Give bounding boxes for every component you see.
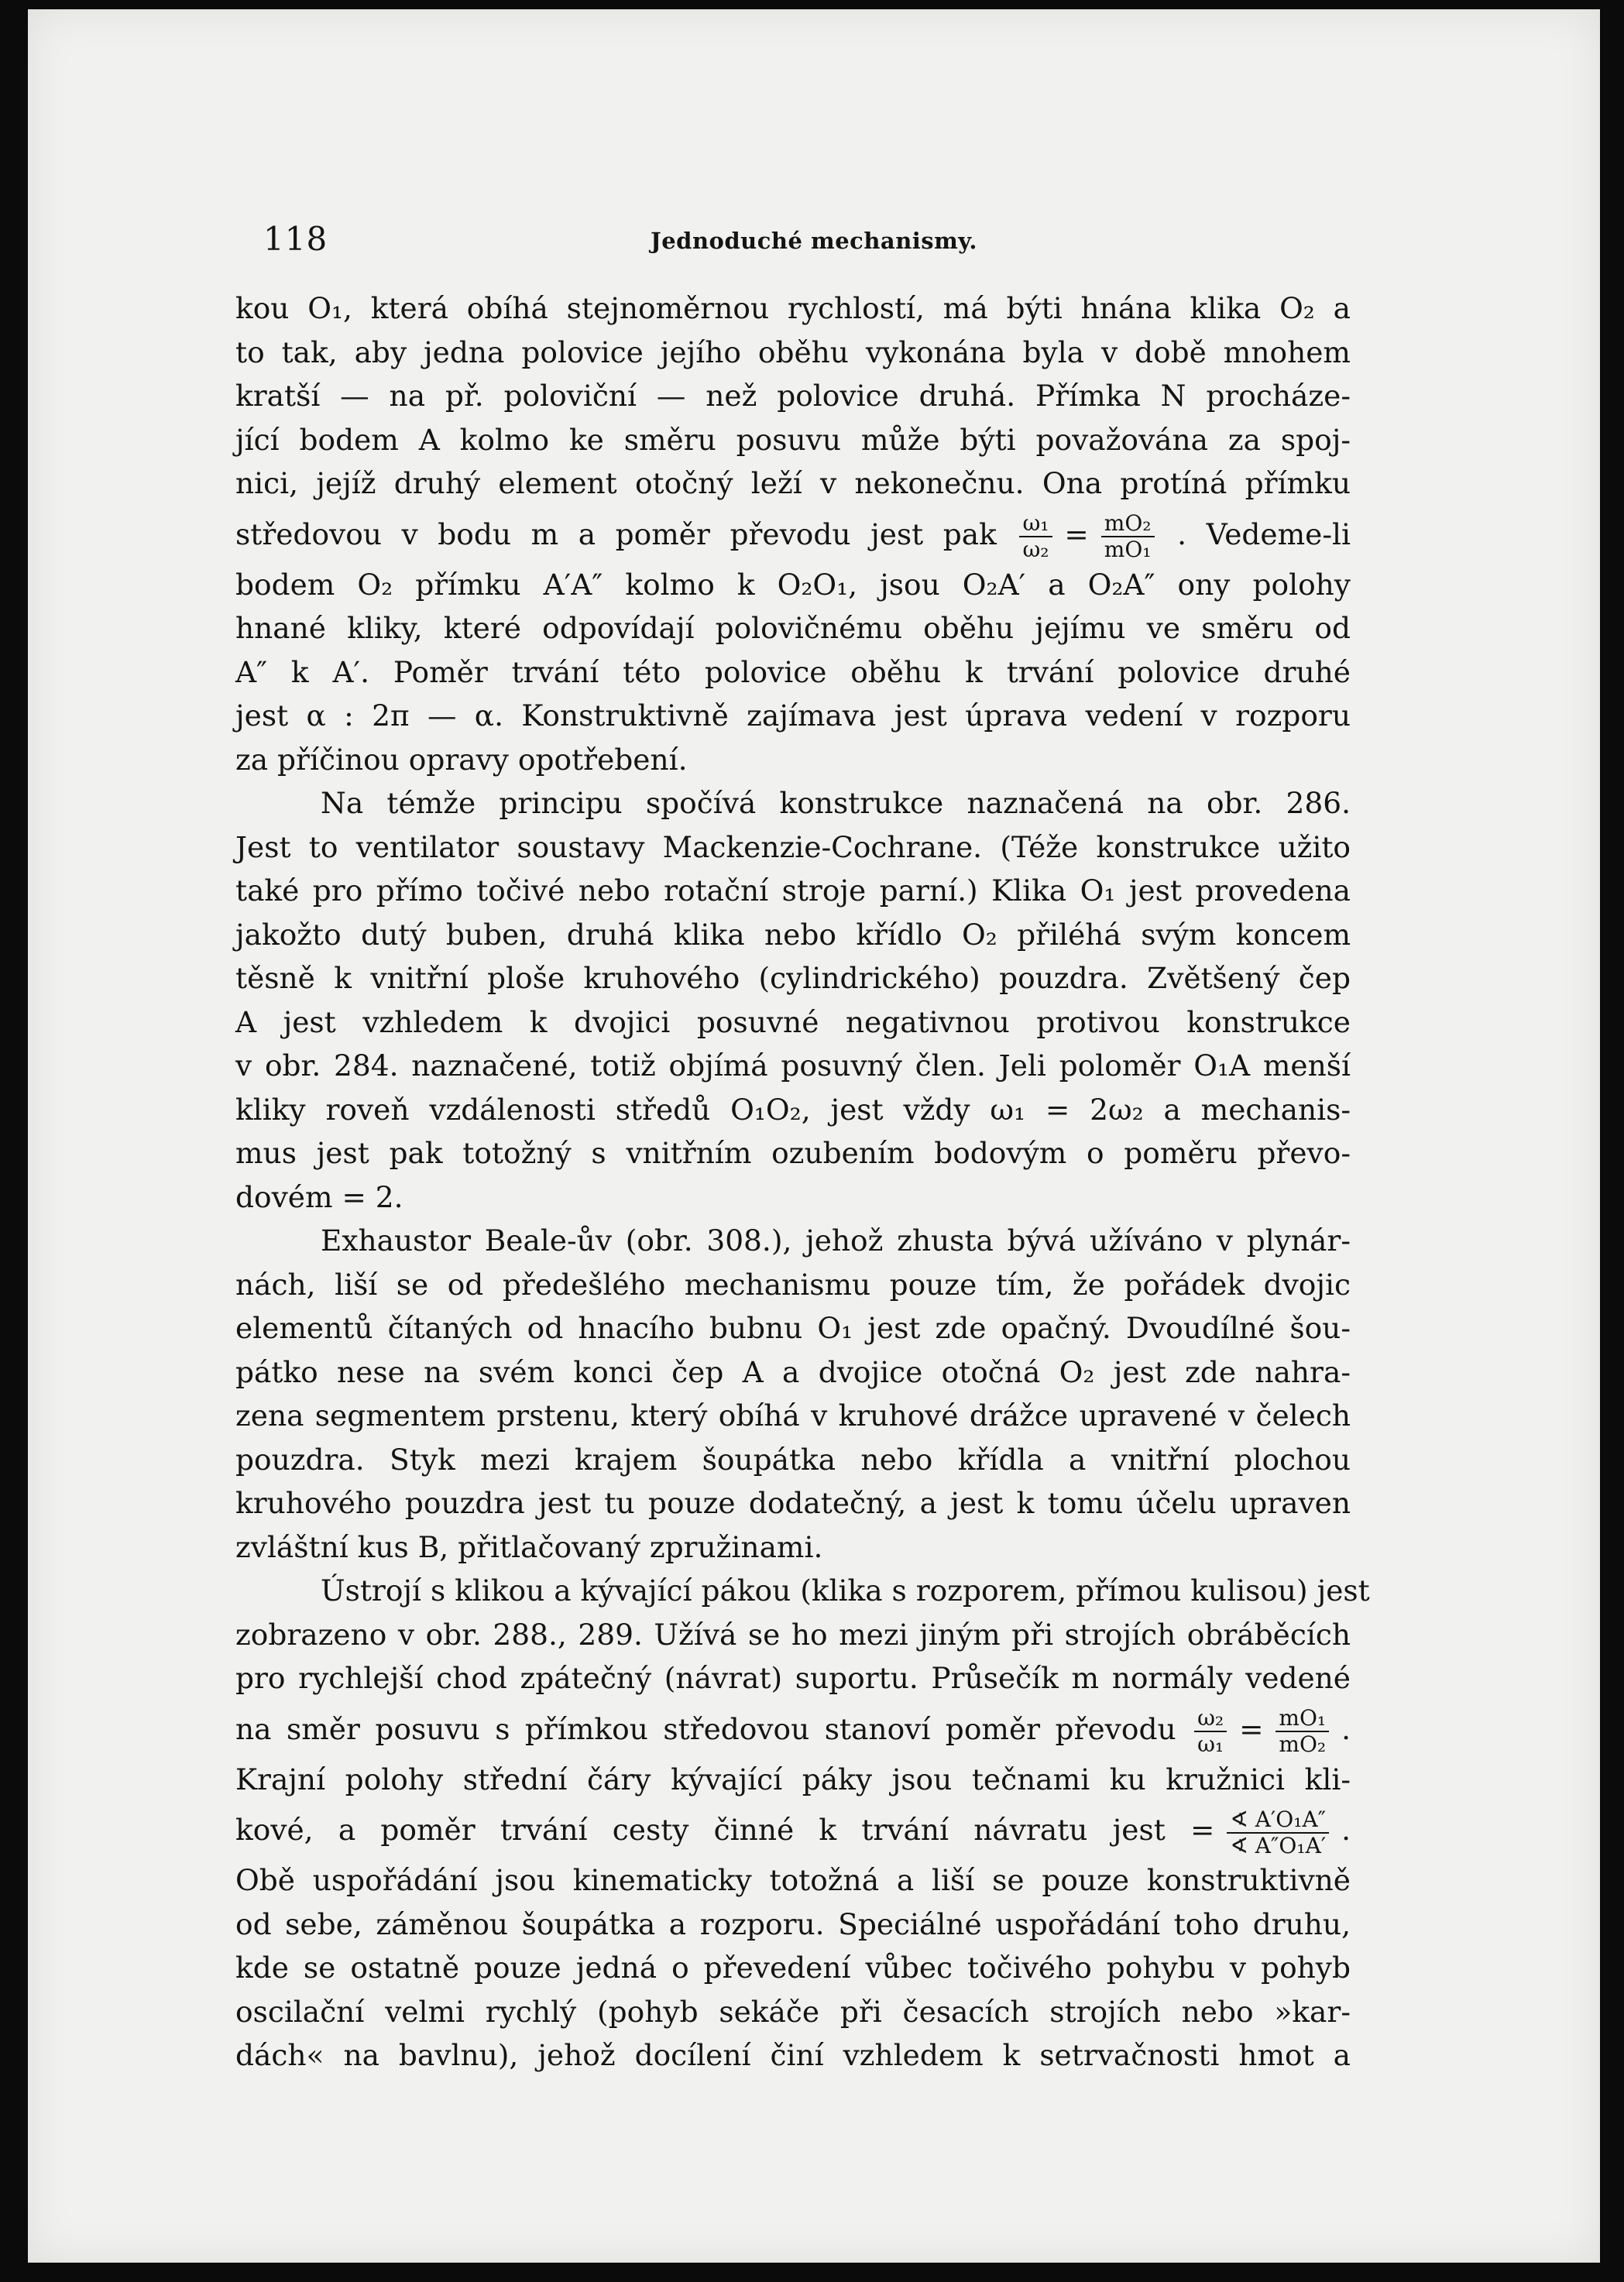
text-line: jest α : 2π — α. Konstruktivně zajímava jest úprava vedení v rozporu [235, 698, 1351, 733]
page-header [263, 220, 1386, 266]
text-line: v obr. 284. naznačené, totiž objímá posuvný člen. Jeli poloměr O₁A menší [235, 1048, 1351, 1083]
text-line: kliky roveň vzdálenosti středů O₁O₂, jest vždy ω₁ = 2ω₂ a mechanis- [235, 1092, 1351, 1127]
text-line: zobrazeno v obr. 288., 289. Užívá se ho mezi jiným při strojích obráběcích [235, 1617, 1351, 1652]
fraction-denominator: mO₂ [1279, 1731, 1327, 1757]
fraction-numerator: ∢ A′O₁A″ [1227, 1807, 1329, 1834]
formula-line-transmission-ratio [235, 506, 1351, 563]
text-line: A jest vzhledem k dvojici posuvné negativnou protivou konstrukce [235, 1004, 1351, 1039]
fraction-denominator: ∢ A″O₁A′ [1230, 1832, 1327, 1858]
formula-lead-text: středovou v bodu m a poměr převodu jest pak [235, 516, 997, 551]
fraction-denominator: ω₁ [1197, 1731, 1224, 1757]
text-line: kde se ostatně pouze jedná o převedení vůbec točivého pohybu v pohyb [235, 1951, 1351, 1985]
text-line: to tak, aby jedna polovice jejího oběhu vykonána byla v době mnohem [235, 335, 1351, 369]
text-line: Obě uspořádání jsou kinematicky totožná a liší se pouze konstruktivně [235, 1863, 1351, 1897]
text-line: oscilační velmi rychlý (pohyb sekáče při česacích strojích nebo »kar- [235, 1994, 1351, 2029]
text-line: dách« na bavlnu), jehož docílení činí vzhledem k setrvačnosti hmot a [235, 2038, 1351, 2072]
text-line: těsně k vnitřní ploše kruhového (cylindrického) pouzdra. Zvětšený čep [235, 961, 1351, 995]
fraction-denominator: ω₂ [1022, 537, 1049, 562]
text-line: Na témže principu spočívá konstrukce naznačená na obr. 286. [321, 786, 1351, 820]
text-line: kou O₁, která obíhá stejnoměrnou rychlostí, má býti hnána klika O₂ a [235, 291, 1351, 325]
fraction-equation [1190, 1801, 1351, 1858]
running-title: Jednoduché mechanismy. [651, 228, 977, 254]
formula-trail-text: . [1341, 1711, 1351, 1746]
text-line: pro rychlejší chod zpátečný (návrat) suportu. Průsečík m normály vedené [235, 1661, 1351, 1695]
text-line: A″ k A′. Poměr trvání této polovice oběhu k trvání polovice druhé [235, 654, 1351, 689]
text-line: hnané kliky, které odpovídají polovičnému oběhu jejímu ve směru od [235, 611, 1351, 645]
text-line: dovém = 2. [235, 1179, 403, 1214]
text-line: kruhového pouzdra jest tu pouze dodatečný, a jest k tomu účelu upraven [235, 1486, 1351, 1520]
text-line: nici, jejíž druhý element otočný leží v nekonečnu. Ona protíná přímku [235, 466, 1351, 500]
fraction-equation [1191, 1700, 1351, 1758]
text-line: od sebe, záměnou šoupátka a rozporu. Speciálné uspořádání toho druhu, [235, 1906, 1351, 1941]
fraction [1194, 1706, 1227, 1757]
formula-line-duration-ratio [235, 1801, 1351, 1858]
equals-sign: = [1064, 516, 1089, 551]
equals-sign: = [1239, 1711, 1264, 1746]
text-line: Krajní polohy střední čáry kývající páky jsou tečnami ku kružnici kli- [235, 1762, 1351, 1796]
text-line: jakožto dutý buben, druhá klika nebo křídlo O₂ přiléhá svým koncem [235, 917, 1351, 952]
fraction [1019, 511, 1052, 562]
text-line: zena segmentem prstenu, který obíhá v kruhové drážce upravené v čelech [235, 1398, 1351, 1433]
text-line: elementů čítaných od hnacího bubnu O₁ jest zde opačný. Dvoudílné šou- [235, 1311, 1351, 1345]
formula-lead-text: kové, a poměr trvání cesty činné k trvání návratu jest [235, 1813, 1166, 1847]
formula-trail-text: . [1341, 1813, 1351, 1847]
body-text [235, 287, 1370, 2078]
fraction-numerator: mO₂ [1101, 511, 1155, 537]
fraction-numerator: ω₁ [1019, 511, 1052, 537]
text-line: Exhaustor Beale-ův (obr. 308.), jehož zhusta bývá užíváno v plynár- [321, 1223, 1351, 1258]
text-line: mus jest pak totožný s vnitřním ozubením bodovým o poměru převo- [235, 1136, 1351, 1170]
formula-line-transmission-ratio [235, 1700, 1351, 1758]
fraction [1276, 1706, 1329, 1757]
equals-sign: = [1190, 1813, 1215, 1847]
text-line: pátko nese na svém konci čep A a dvojice otočná O₂ jest zde nahra- [235, 1354, 1351, 1389]
fraction-equation [1016, 506, 1157, 563]
fraction-numerator: mO₁ [1276, 1706, 1329, 1732]
text-line: jící bodem A kolmo ke směru posuvu může býti považována za spoj- [235, 422, 1351, 457]
fraction-denominator: mO₁ [1104, 537, 1152, 562]
text-line: nách, liší se od předešlého mechanismu pouze tím, že pořádek dvojic [235, 1267, 1351, 1302]
fraction [1227, 1807, 1329, 1858]
page-number: 118 [263, 220, 328, 258]
text-line: kratší — na př. poloviční — než polovice druhá. Přímka N procháze- [235, 379, 1351, 413]
text-line: Ústrojí s klikou a kývající pákou (klika s rozporem, přímou kulisou) jest [321, 1573, 1370, 1608]
text-line: Jest to ventilator soustavy Mackenzie-Cochrane. (Téže konstrukce užito [235, 829, 1351, 864]
text-line: bodem O₂ přímku A′A″ kolmo k O₂O₁, jsou O₂A′ a O₂A″ ony polohy [235, 567, 1351, 602]
text-line: zvláštní kus B, přitlačovaný zpružinami. [235, 1529, 823, 1564]
formula-trail-text: . Vedeme-li [1177, 516, 1351, 551]
text-line: také pro přímo točivé nebo rotační stroje parní.) Klika O₁ jest provedena [235, 873, 1351, 908]
text-line: pouzdra. Styk mezi krajem šoupátka nebo křídla a vnitřní plochou [235, 1442, 1351, 1477]
fraction-numerator: ω₂ [1194, 1706, 1227, 1732]
text-line: za příčinou opravy opotřebení. [235, 742, 688, 777]
formula-lead-text: na směr posuvu s přímkou středovou stanoví poměr převodu [235, 1711, 1176, 1746]
fraction [1101, 511, 1155, 562]
